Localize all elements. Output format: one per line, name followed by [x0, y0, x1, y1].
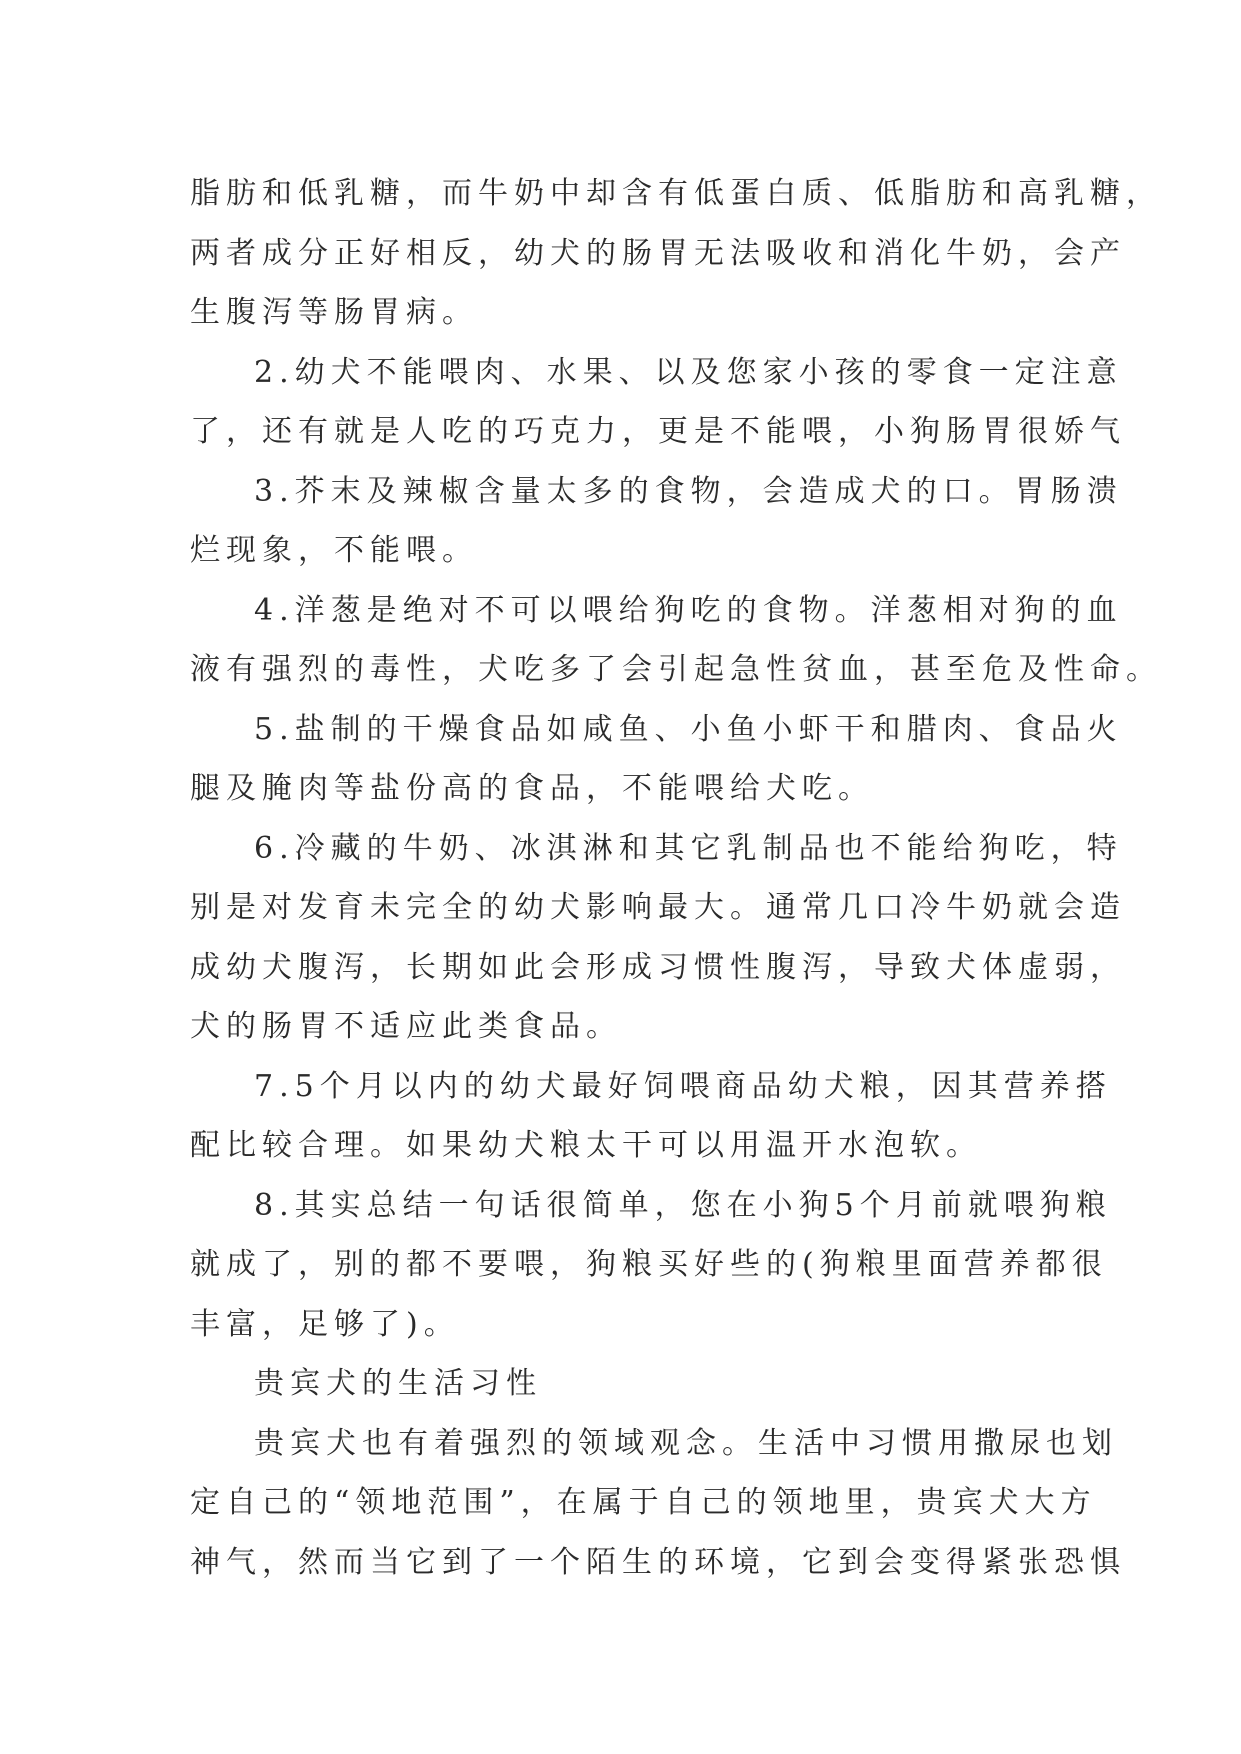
text-line: 2.幼犬不能喂肉、水果、以及您家小孩的零食一定注意 [254, 354, 1123, 390]
text-line: 生腹泻等肠胃病。 [190, 295, 478, 330]
text-line: 脂肪和低乳糖，而牛奶中却含有低蛋白质、低脂肪和高乳糖， [190, 176, 1162, 211]
section-heading: 贵宾犬的生活习性 [254, 1366, 542, 1401]
text-line: 贵宾犬也有着强烈的领域观念。生活中习惯用撒尿也划 [254, 1425, 1118, 1461]
text-line: 神气，然而当它到了一个陌生的环境，它到会变得紧张恐惧 [190, 1544, 1126, 1580]
body-text [190, 164, 1162, 1592]
text-line: 5.盐制的干燥食品如咸鱼、小鱼小虾干和腊肉、食品火 [254, 711, 1123, 747]
text-line: 犬的肠胃不适应此类食品。 [190, 1009, 622, 1044]
text-line: 定自己的“领地范围”，在属于自己的领地里，贵宾犬大方 [190, 1485, 1097, 1520]
text-line: 了，还有就是人吃的巧克力，更是不能喂，小狗肠胃很娇气 [190, 414, 1126, 449]
text-line: 液有强烈的毒性，犬吃多了会引起急性贫血，甚至危及性命。 [190, 652, 1162, 687]
text-line: 腿及腌肉等盐份高的食品，不能喂给犬吃。 [190, 771, 874, 806]
text-line: 7.5个月以内的幼犬最好饲喂商品幼犬粮，因其营养搭 [254, 1068, 1112, 1104]
text-line: 两者成分正好相反，幼犬的肠胃无法吸收和消化牛奶，会产 [190, 235, 1126, 271]
text-line: 3.芥末及辣椒含量太多的食物，会造成犬的口。胃肠溃 [254, 473, 1123, 509]
text-line: 烂现象，不能喂。 [190, 533, 478, 568]
text-line: 别是对发育未完全的幼犬影响最大。通常几口冷牛奶就会造 [190, 890, 1126, 925]
text-line: 丰富，足够了)。 [190, 1306, 460, 1342]
text-line: 配比较合理。如果幼犬粮太干可以用温开水泡软。 [190, 1128, 982, 1163]
text-line: 6.冷藏的牛奶、冰淇淋和其它乳制品也不能给狗吃，特 [254, 830, 1123, 866]
text-line: 成幼犬腹泻，长期如此会形成习惯性腹泻，导致犬体虚弱， [190, 949, 1126, 985]
text-line: 4.洋葱是绝对不可以喂给狗吃的食物。洋葱相对狗的血 [254, 592, 1123, 628]
text-line: 就成了，别的都不要喂，狗粮买好些的(狗粮里面营养都很 [190, 1247, 1108, 1282]
text-line: 8.其实总结一句话很简单，您在小狗5个月前就喂狗粮 [254, 1187, 1112, 1223]
